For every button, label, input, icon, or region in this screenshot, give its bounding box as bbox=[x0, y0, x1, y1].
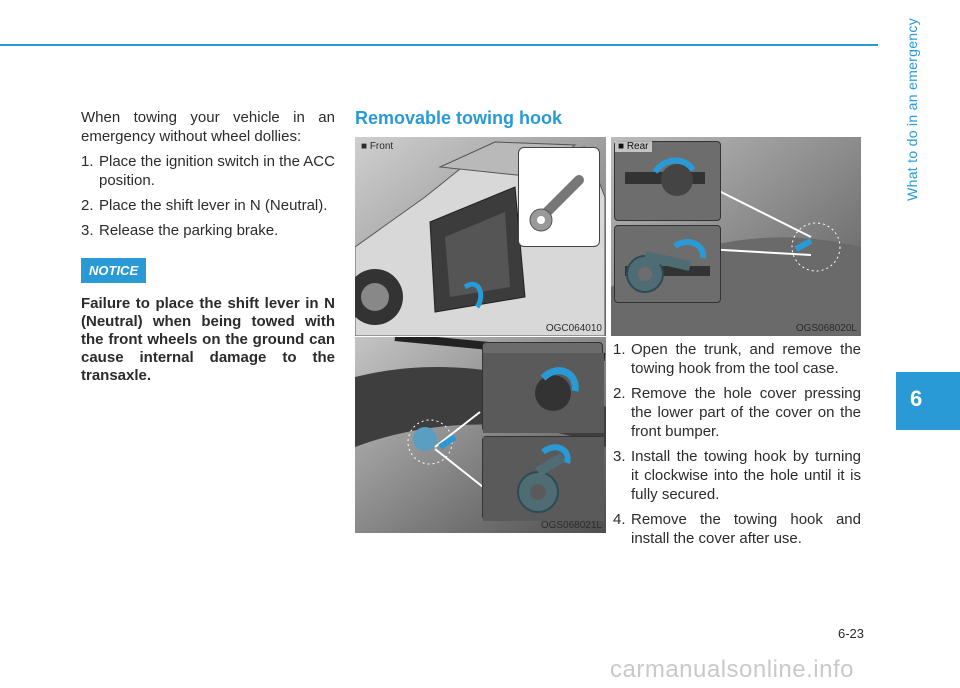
list-item: 1. Open the trunk, and remove the towing hook from the tool case. bbox=[613, 341, 861, 377]
bumper-inset-cover bbox=[482, 342, 603, 432]
figure-front bbox=[355, 137, 606, 336]
rear-inset-hook bbox=[614, 225, 721, 303]
list-item: 2. Place the shift lever in N (Neutral). bbox=[81, 197, 328, 214]
watermark: carmanualsonline.info bbox=[610, 656, 854, 683]
figure-bumper bbox=[355, 337, 606, 533]
bumper-inset-hook bbox=[482, 436, 603, 520]
towing-steps bbox=[81, 152, 335, 240]
notice-text: Failure to place the shift lever in N (Neutral) when being towed with the front wheels on the ground can cause internal damage to the transaxle. bbox=[81, 295, 335, 384]
figure-front-tag: ■ Front bbox=[361, 141, 394, 152]
page-number: 6-23 bbox=[838, 626, 865, 641]
list-item: 3. Install the towing hook by turning it clockwise into the hole until it is fully secured. bbox=[613, 448, 861, 503]
figure-front-code: OGC064010 bbox=[545, 323, 602, 334]
intro-text: When towing your vehicle in an emergency without wheel dollies: bbox=[81, 109, 335, 145]
list-item: 1. Place the ignition switch in the ACC position. bbox=[81, 153, 335, 189]
section-title: Removable towing hook bbox=[355, 108, 563, 128]
right-column bbox=[613, 340, 861, 554]
left-column bbox=[81, 108, 335, 385]
install-steps bbox=[613, 340, 861, 548]
header-rule bbox=[0, 44, 878, 46]
rear-inset-cover bbox=[614, 141, 721, 221]
figure-rear-tag: ■ Rear bbox=[615, 141, 652, 152]
figure-rear bbox=[611, 137, 861, 336]
figure-rear-code: OGS068020L bbox=[795, 323, 857, 334]
list-item: 4. Remove the towing hook and install the cover after use. bbox=[613, 511, 861, 547]
chapter-side-title: What to do in an emergency bbox=[898, 0, 924, 368]
list-item: 2. Remove the hole cover pressing the lower part of the cover on the front bumper. bbox=[613, 385, 861, 440]
list-item: 3. Release the parking brake. bbox=[81, 222, 279, 239]
figure-bumper-code: OGS068021L bbox=[540, 520, 602, 531]
notice-badge: NOTICE bbox=[81, 258, 146, 283]
towing-hook-inset bbox=[518, 147, 600, 247]
chapter-tab[interactable]: 6 bbox=[896, 372, 960, 430]
